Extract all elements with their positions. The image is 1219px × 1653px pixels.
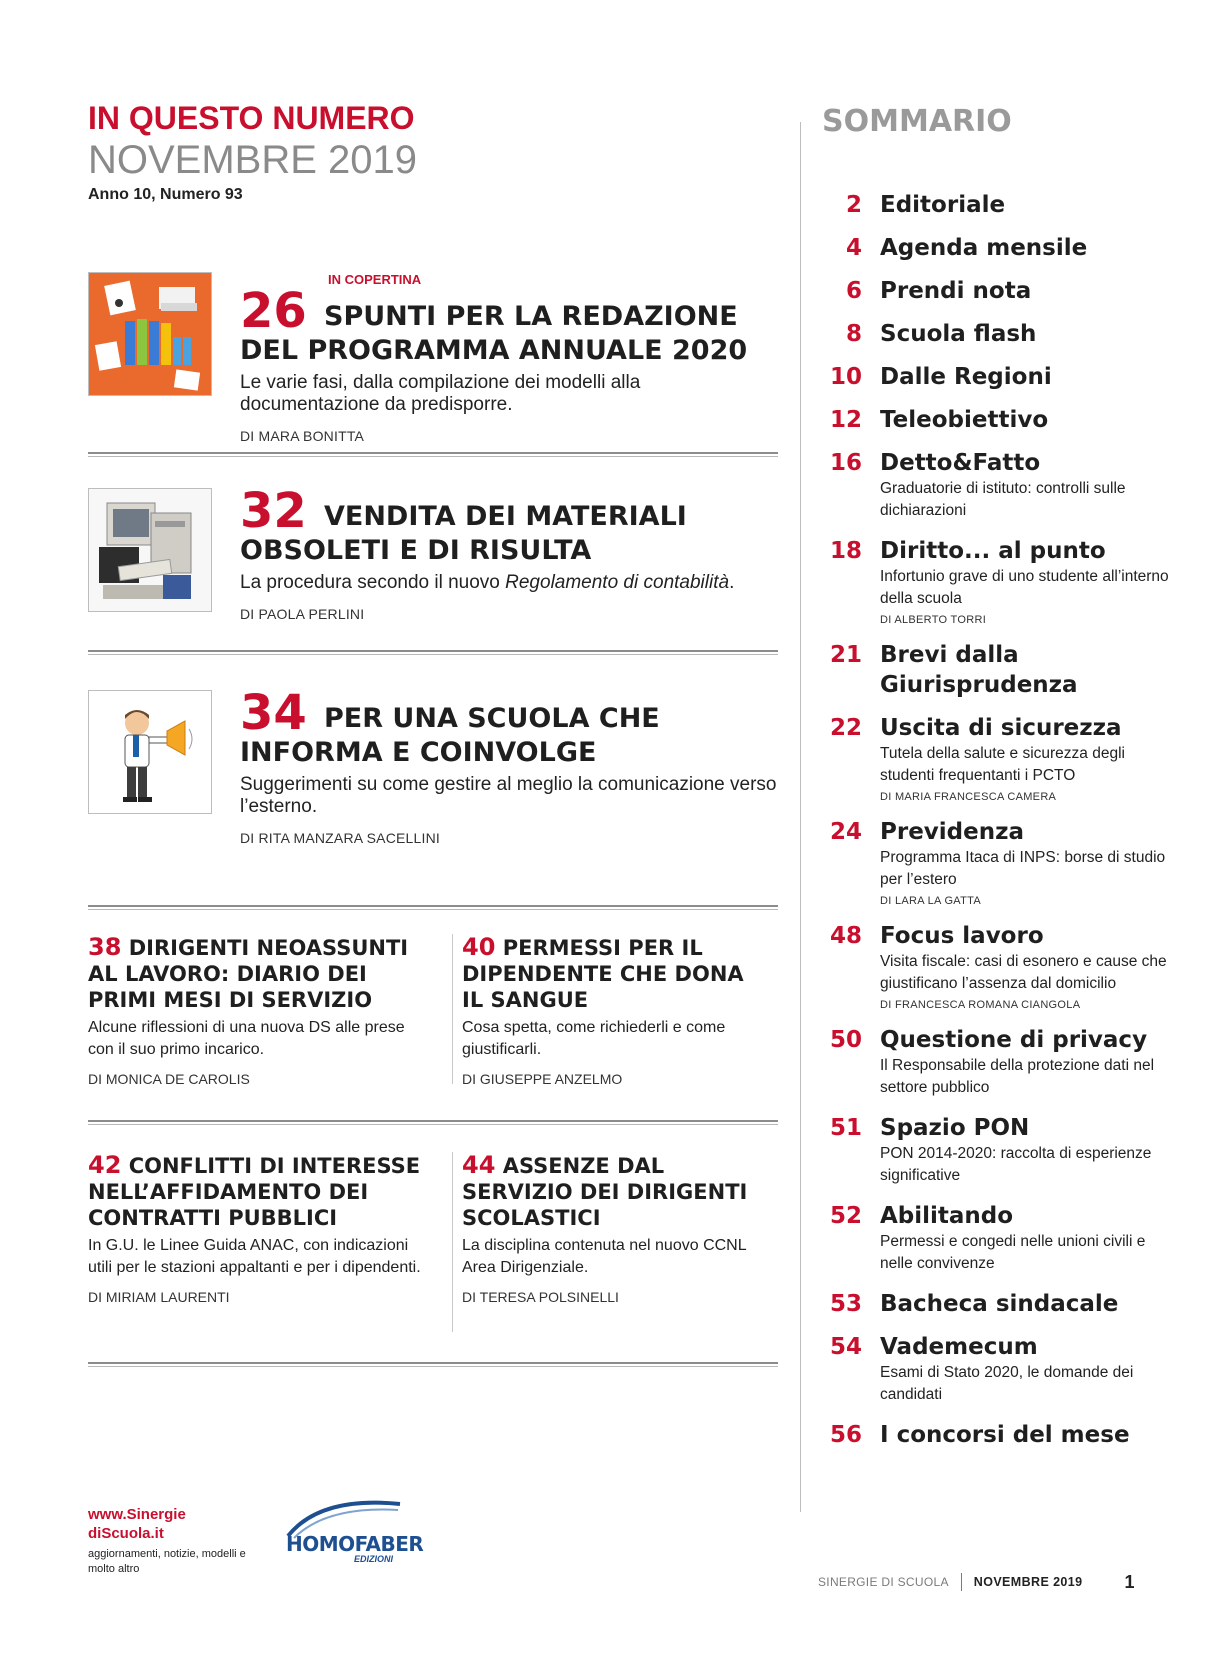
sommario-title: SOMMARIO xyxy=(822,104,1012,139)
toc-item[interactable] xyxy=(818,448,1208,522)
toc-page-number: 56 xyxy=(829,1422,862,1448)
logo-wordmark: HOMOFABER xyxy=(286,1532,424,1556)
article-44-description: La disciplina contenuta nel nuovo CCNL Area Dirigenziale. xyxy=(462,1237,747,1276)
website-block[interactable] xyxy=(88,1505,268,1577)
toc-item[interactable] xyxy=(818,1025,1208,1099)
toc-item-author: DI FRANCESCA ROMANA CIANGOLA xyxy=(880,999,1081,1011)
feature-2-title-line2: OBSOLETI E DI RISULTA xyxy=(240,535,592,566)
feature-3-text xyxy=(240,685,780,846)
article-40[interactable] xyxy=(462,934,762,1087)
article-44-page-number: 44 xyxy=(462,1151,496,1179)
toc-item-title: Teleobiettivo xyxy=(880,407,1049,433)
feature-2-thumbnail xyxy=(88,488,212,612)
section-divider xyxy=(88,1362,778,1367)
toc-item[interactable] xyxy=(818,1201,1208,1275)
feature-3-page-number: 34 xyxy=(240,685,307,741)
toc-page-number: 18 xyxy=(829,538,862,564)
toc-item-description: Il Responsabile della protezione dati nel settore pubblico xyxy=(880,1057,1155,1096)
article-38-page-number: 38 xyxy=(88,933,122,961)
toc-page-number: 51 xyxy=(829,1115,862,1141)
feature-article-3[interactable] xyxy=(88,685,778,846)
toc-item-body xyxy=(880,1025,1180,1099)
toc-page-number: 8 xyxy=(845,321,862,347)
toc-page-number: 50 xyxy=(829,1027,862,1053)
toc-item-title: Prendi nota xyxy=(880,278,1032,304)
article-42-page-number: 42 xyxy=(88,1151,122,1179)
toc-item-body xyxy=(880,536,1180,626)
feature-article-1[interactable] xyxy=(88,272,778,444)
feature-1-title-line2: DEL PROGRAMMA ANNUALE 2020 xyxy=(240,335,748,366)
toc-item-description: Programma Itaca di INPS: borse di studio per l’estero xyxy=(880,849,1166,888)
toc-page-number: 53 xyxy=(829,1291,862,1317)
feature-1-title-line1: SPUNTI PER LA REDAZIONE xyxy=(324,301,738,332)
toc-page-number: 12 xyxy=(829,407,862,433)
toc-page-number: 16 xyxy=(829,450,862,476)
feature-2-desc-plain: La procedura secondo il nuovo xyxy=(240,572,506,593)
article-44-title-block xyxy=(462,1152,762,1231)
issue-kicker: IN QUESTO NUMERO xyxy=(88,100,415,136)
toc-item[interactable] xyxy=(818,1420,1208,1450)
feature-article-2[interactable] xyxy=(88,483,778,628)
article-44-author: DI TERESA POLSINELLI xyxy=(462,1289,619,1305)
sommario-rule xyxy=(800,122,801,1512)
article-38-description: Alcune riflessioni di una nuova DS alle prese con il suo primo incarico. xyxy=(88,1019,405,1058)
toc-item[interactable] xyxy=(818,1289,1208,1319)
toc-item-body xyxy=(880,405,1048,435)
article-42-title: CONFLITTI DI INTERESSE NELL’AFFIDAMENTO DEI CONTRATTI PUBBLICI xyxy=(88,1154,421,1230)
feature-1-thumbnail xyxy=(88,272,212,396)
toc-page-number: 54 xyxy=(829,1334,862,1360)
toc-item-title: Previdenza xyxy=(880,819,1025,845)
toc-item-author: DI MARIA FRANCESCA CAMERA xyxy=(880,791,1057,803)
website-tagline: aggiornamenti, notizie, modelli e molto altro xyxy=(88,1548,246,1575)
article-42[interactable] xyxy=(88,1152,428,1305)
toc-page-number: 22 xyxy=(829,715,862,741)
toc-item-description: Infortunio grave di uno studente all’interno della scuola xyxy=(880,568,1169,607)
toc-item[interactable] xyxy=(818,921,1208,1011)
toc-item-author: DI LARA LA GATTA xyxy=(880,895,981,907)
article-40-author: DI GIUSEPPE ANZELMO xyxy=(462,1071,623,1087)
section-divider xyxy=(88,452,778,457)
toc-item-title: Editoriale xyxy=(880,192,1006,218)
toc-item-title: I concorsi del mese xyxy=(880,1422,1130,1448)
article-40-description: Cosa spetta, come richiederli e come giustificarli. xyxy=(462,1019,726,1058)
column-separator xyxy=(452,1152,453,1332)
toc-item[interactable] xyxy=(818,190,1208,220)
feature-2-desc-italic: Regolamento di contabilità xyxy=(505,572,730,593)
megaphone-man-illustration-icon xyxy=(89,691,212,814)
toc-item-body xyxy=(880,1332,1180,1406)
toc-item[interactable] xyxy=(818,640,1208,700)
feature-2-page-number: 32 xyxy=(240,483,307,539)
article-38-title: DIRIGENTI NEOASSUNTI AL LAVORO: DIARIO DEI PRIMI MESI DI SERVIZIO xyxy=(88,936,409,1012)
table-of-contents xyxy=(818,190,1208,1463)
toc-item-body xyxy=(880,1201,1180,1275)
toc-item-body xyxy=(880,817,1180,907)
website-url-line1[interactable]: www.Sinergie xyxy=(88,1506,186,1523)
masthead xyxy=(88,100,728,204)
toc-item-description: Tutela della salute e sicurezza degli studenti frequentanti i PCTO xyxy=(880,745,1125,784)
toc-item-title: Scuola flash xyxy=(880,321,1037,347)
toc-item-title: Dalle Regioni xyxy=(880,364,1052,390)
section-divider xyxy=(88,1120,778,1125)
column-separator xyxy=(452,934,453,1084)
article-44[interactable] xyxy=(462,1152,762,1305)
feature-1-text xyxy=(240,272,780,444)
toc-item-description: Esami di Stato 2020, le domande dei candidati xyxy=(880,1364,1134,1403)
toc-item-title: Vademecum xyxy=(880,1334,1038,1360)
feature-2-text xyxy=(240,483,780,622)
toc-item-title: Diritto... al punto xyxy=(880,538,1106,564)
toc-item-title: Uscita di sicurezza xyxy=(880,715,1122,741)
feature-1-description: Le varie fasi, dalla compilazione dei modelli alla documentazione da predisporre. xyxy=(240,372,641,415)
toc-page-number: 24 xyxy=(829,819,862,845)
article-40-title: PERMESSI PER IL DIPENDENTE CHE DONA IL SANGUE xyxy=(462,936,744,1012)
toc-item-title: Agenda mensile xyxy=(880,235,1088,261)
footer-separator xyxy=(961,1573,962,1591)
feature-1-kicker: IN COPERTINA xyxy=(328,272,422,287)
toc-item[interactable] xyxy=(818,233,1208,263)
toc-item[interactable] xyxy=(818,362,1208,392)
toc-item-body xyxy=(880,362,1052,392)
toc-item-title: Bacheca sindacale xyxy=(880,1291,1119,1317)
feature-2-description xyxy=(240,572,780,594)
toc-item-title: Spazio PON xyxy=(880,1115,1030,1141)
toc-item-body xyxy=(880,1113,1180,1187)
footer-month: NOVEMBRE 2019 xyxy=(973,1575,1083,1589)
feature-3-author: DI RITA MANZARA SACELLINI xyxy=(240,830,441,846)
toc-item[interactable] xyxy=(818,817,1208,907)
toc-item[interactable] xyxy=(818,713,1208,803)
toc-item[interactable] xyxy=(818,1113,1208,1187)
toc-item[interactable] xyxy=(818,319,1208,349)
toc-item-body xyxy=(880,1289,1118,1319)
issue-number: Anno 10, Numero 93 xyxy=(88,186,243,203)
toc-item-title: Focus lavoro xyxy=(880,923,1044,949)
toc-page-number: 6 xyxy=(845,278,862,304)
toc-item[interactable] xyxy=(818,405,1208,435)
toc-item-title: Questione di privacy xyxy=(880,1027,1148,1053)
toc-item-body xyxy=(880,276,1031,306)
toc-item-description: PON 2014-2020: raccolta di esperienze significative xyxy=(880,1145,1152,1184)
feature-1-page-number: 26 xyxy=(240,283,307,339)
toc-item[interactable] xyxy=(818,1332,1208,1406)
toc-item-body xyxy=(880,921,1180,1011)
section-divider xyxy=(88,650,778,655)
toc-item-body xyxy=(880,640,1208,700)
feature-2-author: DI PAOLA PERLINI xyxy=(240,606,365,622)
toc-page-number: 21 xyxy=(829,642,862,668)
issue-month: NOVEMBRE 2019 xyxy=(88,138,418,182)
publisher-logo xyxy=(280,1496,424,1566)
footer-page-number: 1 xyxy=(1124,1571,1135,1592)
logo-subtitle: EDIZIONI xyxy=(354,1554,394,1564)
article-38[interactable] xyxy=(88,934,428,1087)
toc-item-body xyxy=(880,713,1180,803)
toc-item-body xyxy=(880,233,1087,263)
feature-3-title-line2: INFORMA E COINVOLGE xyxy=(240,737,597,768)
toc-page-number: 48 xyxy=(829,923,862,949)
article-40-title-block xyxy=(462,934,762,1013)
toc-item-body xyxy=(880,190,1005,220)
toc-item-author: DI ALBERTO TORRI xyxy=(880,614,987,626)
toc-page-number: 10 xyxy=(829,364,862,390)
toc-item-body xyxy=(880,319,1036,349)
documents-illustration-icon xyxy=(89,273,212,396)
toc-item-body xyxy=(880,1420,1130,1450)
feature-2-title-line1: VENDITA DEI MATERIALI xyxy=(324,501,687,532)
toc-item-title: Abilitando xyxy=(880,1203,1014,1229)
toc-item-description: Graduatorie di istituto: controlli sulle dichiarazioni xyxy=(880,480,1126,519)
article-38-author: DI MONICA DE CAROLIS xyxy=(88,1071,250,1087)
toc-item-title: Detto&Fatto xyxy=(880,450,1041,476)
article-38-title-block xyxy=(88,934,428,1013)
article-40-page-number: 40 xyxy=(462,933,496,961)
article-42-description: In G.U. le Linee Guida ANAC, con indicazioni utili per le stazioni appaltanti e per i dipendenti. xyxy=(88,1237,421,1276)
section-divider xyxy=(88,905,778,910)
feature-1-author: DI MARA BONITTA xyxy=(240,428,365,444)
toc-item-description: Permessi e congedi nelle unioni civili e nelle convivenze xyxy=(880,1233,1146,1272)
website-url-line2[interactable]: diScuola.it xyxy=(88,1525,164,1542)
toc-page-number: 4 xyxy=(845,235,862,261)
toc-item[interactable] xyxy=(818,536,1208,626)
toc-item-body xyxy=(880,448,1180,522)
feature-2-desc-end: . xyxy=(729,572,735,593)
feature-3-thumbnail xyxy=(88,690,212,814)
toc-item[interactable] xyxy=(818,276,1208,306)
toc-item-title: Brevi dalla Giurisprudenza xyxy=(880,642,1078,698)
article-42-author: DI MIRIAM LAURENTI xyxy=(88,1289,230,1305)
article-42-title-block xyxy=(88,1152,428,1231)
toc-page-number: 52 xyxy=(829,1203,862,1229)
article-44-title: ASSENZE DAL SERVIZIO DEI DIRIGENTI SCOLASTICI xyxy=(462,1154,748,1230)
toc-item-description: Visita fiscale: casi di esonero e cause che giustificano l’assenza dal domicilio xyxy=(880,953,1167,992)
footer-magazine-name: SINERGIE DI SCUOLA xyxy=(818,1575,949,1589)
old-computer-illustration-icon xyxy=(89,489,212,612)
page-footer xyxy=(818,1570,1208,1594)
feature-3-description: Suggerimenti su come gestire al meglio la comunicazione verso l’esterno. xyxy=(240,774,777,817)
feature-3-title-line1: PER UNA SCUOLA CHE xyxy=(324,703,660,734)
toc-page-number: 2 xyxy=(845,192,862,218)
